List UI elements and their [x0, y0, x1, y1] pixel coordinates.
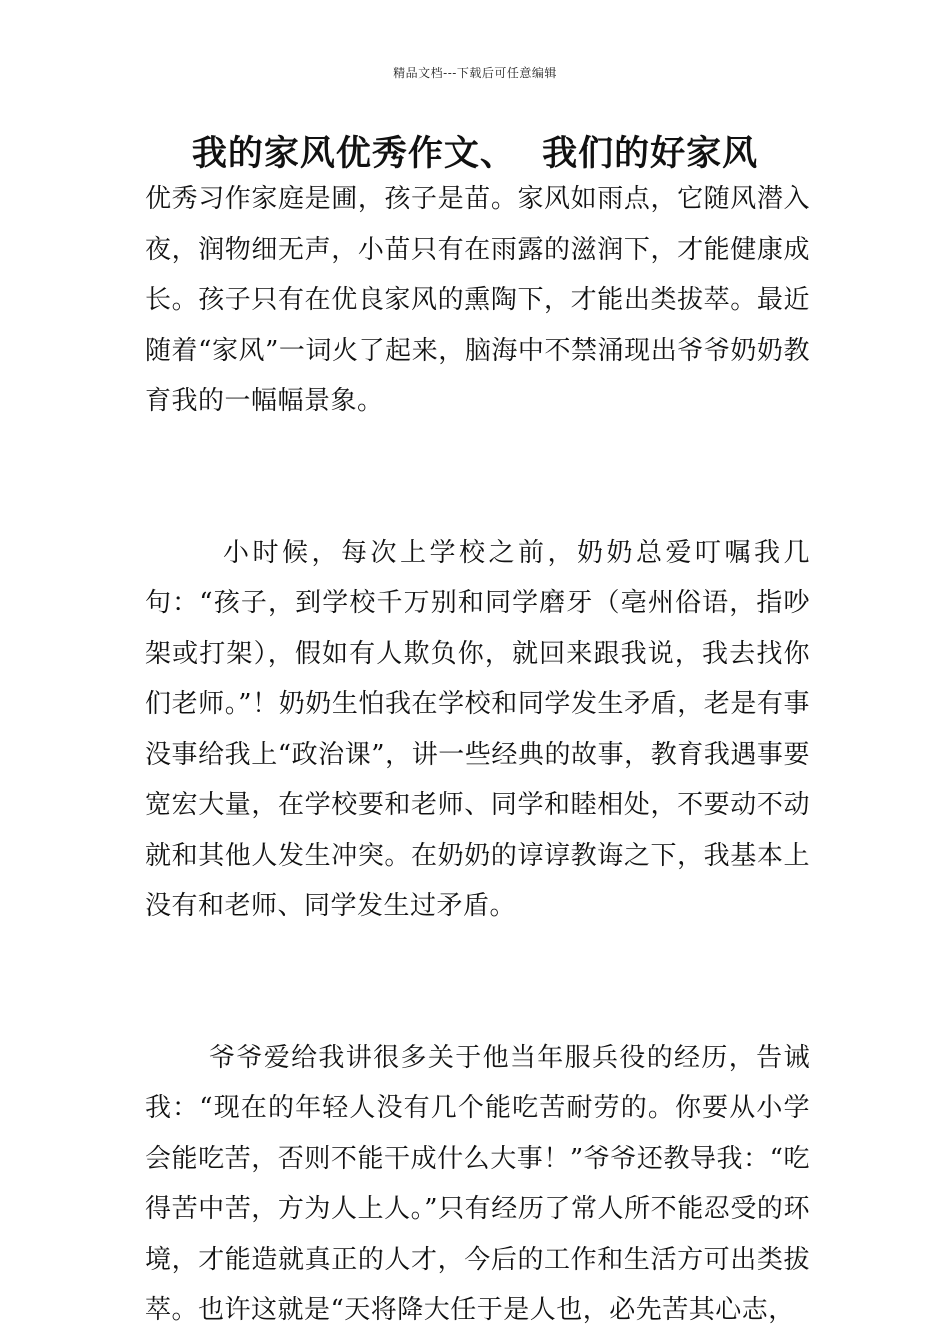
paragraph-grandfather: 爷爷爱给我讲很多关于他当年服兵役的经历，告诫我：“现在的年轻人没有几个能吃苦耐劳的。你要从小学会能吃苦，否则不能干成什么大事！”爷爷还教导我：“吃得苦中苦，方为人上人。”只有经历了常人所不能忍受的环境，才能造就真正的人才，今后的工作和生活方可出类拔萃。也许这就是“天将降大任于是人也，必先苦其心志，	[145, 1042, 810, 1325]
paragraph-intro: 优秀习作家庭是圃，孩子是苗。家风如雨点，它随风潜入夜，润物细无声，小苗只有在雨露的滋润下，才能健康成长。孩子只有在优良家风的熏陶下，才能出类拔萃。最近随着“家风”一词火了起来，脑海中不禁涌现出爷爷奶奶教育我的一幅幅景象。	[145, 184, 810, 416]
document-title: 我的家风优秀作文、 我们的好家风	[191, 134, 759, 174]
header-note: 精品文档---下载后可任意编辑	[393, 66, 557, 80]
document-body	[145, 174, 810, 1336]
paragraph-grandmother: 小时候，每次上学校之前，奶奶总爱叮嘱我几句：“孩子，到学校千万别和同学磨牙（亳州俗语，指吵架或打架），假如有人欺负你，就回来跟我说，我去找你们老师。”！奶奶生怕我在学校和同学发生矛盾，老是有事没事给我上“政治课”，讲一些经典的故事，教育我遇事要宽宏大量，在学校要和老师、同学和睦相处，不要动不动就和其他人发生冲突。在奶奶的谆谆教诲之下，我基本上没有和老师、同学发生过矛盾。	[145, 537, 810, 921]
